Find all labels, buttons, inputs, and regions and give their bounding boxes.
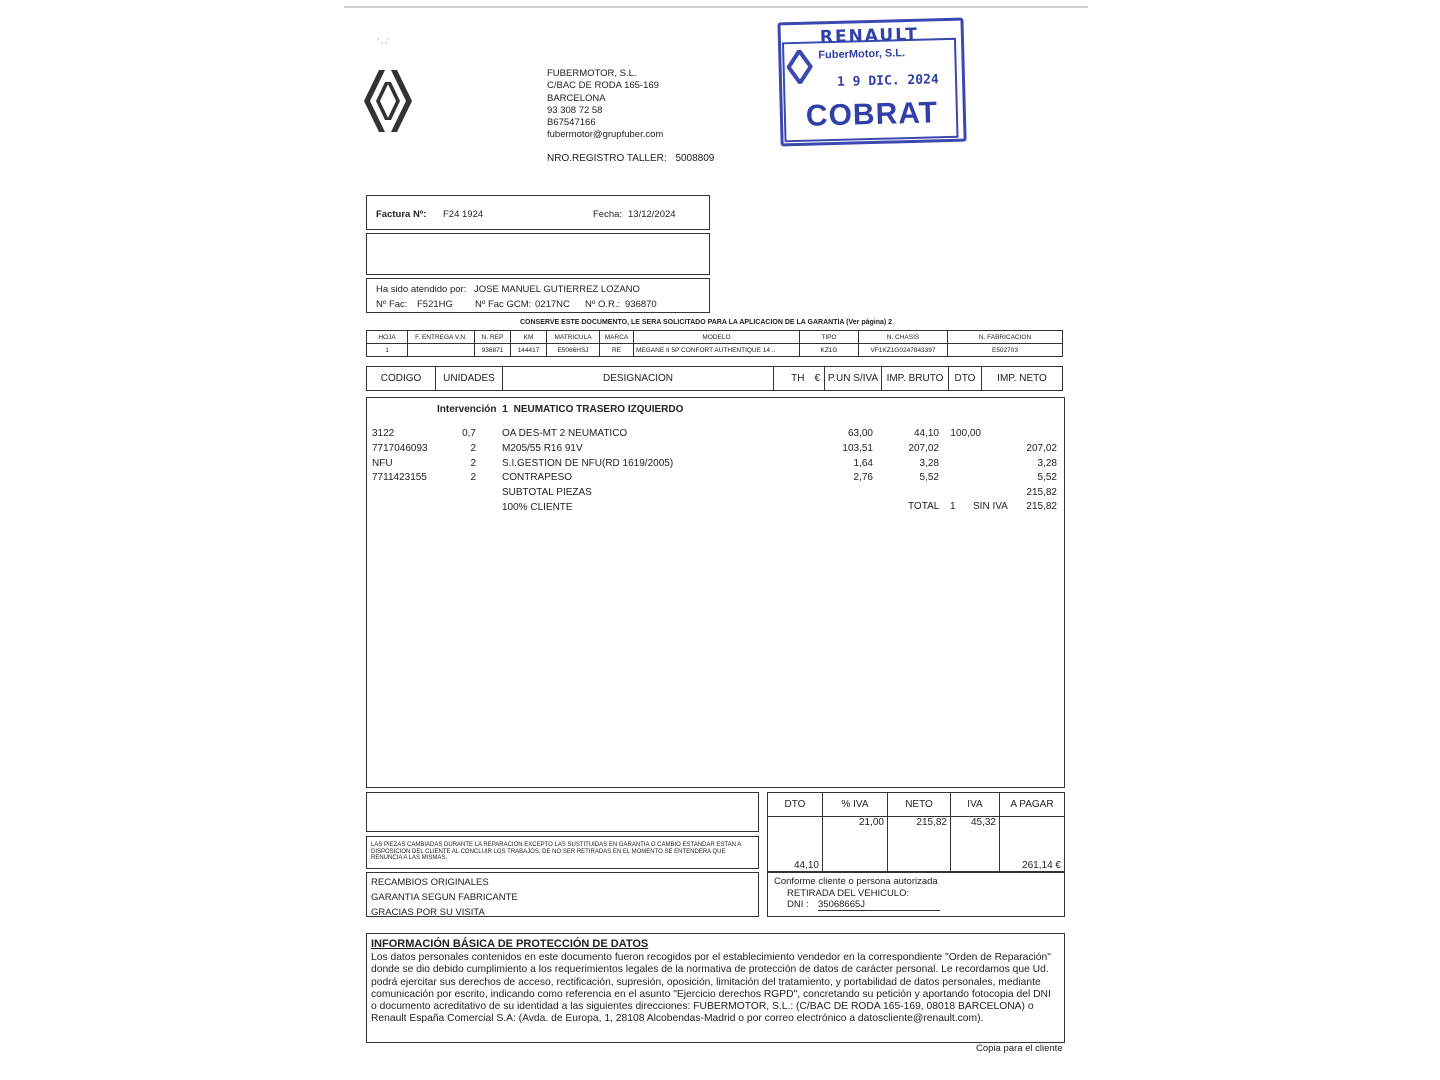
vehicle-header-cell: F. ENTREGA V.N.: [408, 331, 475, 344]
blank-footer-box: [366, 792, 759, 832]
stamp-date: 1 9 DIC. 2024: [836, 72, 939, 90]
col-eur: €: [814, 373, 820, 384]
line-item-desc: M205/55 R16 91V: [502, 443, 583, 454]
col-pun: P.UN S/IVA: [825, 367, 882, 391]
line-item-units: 2: [470, 472, 476, 483]
line-item-gross: 44,10: [913, 428, 939, 439]
stamp-dealer: FuberMotor, S.L.: [818, 47, 906, 62]
line-item-code: 3122: [372, 428, 395, 439]
renault-logo-icon: [362, 68, 414, 134]
line-item-net: 207,02: [1026, 443, 1057, 454]
company-address: C/BAC DE RODA 165-169: [547, 80, 659, 92]
invoice-date: 13/12/2024: [628, 209, 676, 220]
line-item-units: 2: [470, 443, 476, 454]
vehicle-header-cell: HOJA: [367, 331, 408, 344]
col-designacion: DESIGNACION: [503, 367, 774, 391]
customer-box: [366, 233, 710, 275]
stamp-status: COBRAT: [805, 96, 939, 133]
pickup-line2: RETIRADA DEL VEHICULO:: [787, 888, 910, 899]
totals-table: [767, 792, 1065, 872]
dni-value: 35068665J: [818, 899, 940, 911]
invoice-number-label: Factura Nº:: [376, 209, 427, 220]
intervention-number: 1: [502, 404, 508, 415]
line-item-net: 5,52: [1037, 472, 1057, 483]
totals-header-pay: A PAGAR: [1000, 793, 1065, 817]
vehicle-value-cell: 144417: [511, 344, 547, 357]
page-marks: ' , ,': [378, 38, 389, 45]
line-item-code: 7717046093: [372, 443, 428, 454]
vehicle-value-cell: [408, 344, 475, 357]
copy-note: Copia para el cliente: [976, 1043, 1063, 1054]
nfac-label: Nº Fac:: [376, 299, 408, 310]
vehicle-value-cell: E5066HSJ: [547, 344, 600, 357]
vehicle-header-cell: MODELO: [634, 331, 800, 344]
client-total-value: 215,82: [1026, 501, 1057, 512]
attended-label: Ha sido atendido por:: [376, 284, 467, 295]
totals-pay: 261,14 €: [1000, 817, 1065, 872]
intervention-heading: [437, 404, 683, 415]
line-item-code: 7711423155: [372, 472, 427, 483]
line-item-gross: 207,02: [908, 443, 939, 454]
vehicle-value-cell: E502703: [948, 344, 1063, 357]
line-item-desc: OA DES-MT 2 NEUMATICO: [502, 428, 628, 439]
stamp-brand: RENAULT: [819, 24, 920, 48]
vehicle-value-cell: RE: [600, 344, 634, 357]
intervention-title: NEUMATICO TRASERO IZQUIERDO: [513, 404, 684, 415]
gcm-value: 0217NC: [535, 299, 570, 310]
vehicle-value-cell: 1: [367, 344, 408, 357]
col-codigo: CODIGO: [367, 367, 436, 391]
nfac-value: F521HG: [417, 299, 453, 310]
gcm-label: Nº Fac GCM:: [475, 299, 532, 310]
vehicle-header-cell: TIPO: [800, 331, 859, 344]
note-warranty: GARANTIA SEGUN FABRICANTE: [371, 892, 518, 903]
col-unidades: UNIDADES: [436, 367, 503, 391]
vehicle-value-cell: VF1KZ1G0247843397: [859, 344, 948, 357]
subtotal-value: 215,82: [1026, 487, 1057, 498]
iva-label: SIN IVA: [973, 501, 1008, 512]
vehicle-header-row: [367, 331, 1063, 344]
line-item-units: 0,7: [462, 428, 476, 439]
dni-label: DNI :: [787, 899, 809, 910]
attended-name: JOSE MANUEL GUTIERREZ LOZANO: [474, 284, 640, 295]
parts-note: LAS PIEZAS CAMBIADAS DURANTE LA REPARACION EXCEPTO LAS SUSTITUIDAS EN GARANTIA O CAMBIO ESTANDAR ESTAN A DISPOSICION DEL CLIENTE AL CONCLUIR LOS TRABAJOS. DE NO SER RETIRADAS EN EL MOMENTO SE ENTENDERA QUE RENUNCIA A LAS MISMAS.: [371, 842, 741, 861]
totals-dto: 44,10: [768, 817, 823, 872]
intervention-label: Intervención: [437, 404, 497, 415]
privacy-box: [366, 933, 1065, 1043]
vehicle-header-cell: N. CHASIS: [859, 331, 948, 344]
line-item-units: 2: [470, 458, 476, 469]
client-share-label: 100% CLIENTE: [502, 502, 573, 513]
subtotal-label: SUBTOTAL PIEZAS: [502, 487, 592, 498]
company-info: [547, 68, 663, 142]
invoice-box: [366, 195, 710, 230]
col-th: TH: [791, 373, 805, 384]
line-item-dto: 100,00: [950, 428, 981, 439]
paid-stamp: [777, 18, 966, 143]
pickup-box: [767, 872, 1065, 917]
total-number: 1: [950, 501, 956, 512]
or-label: Nº O.R.:: [585, 299, 621, 310]
pickup-line1: Conforme cliente o persona autorizada: [774, 876, 938, 887]
totals-header-iva: IVA: [951, 793, 1000, 817]
total-label: TOTAL: [908, 501, 940, 512]
totals-value-row: [768, 817, 1065, 872]
line-item-unit-price: 63,00: [847, 428, 873, 439]
renault-stamp-logo-icon: [786, 50, 813, 85]
vehicle-header-cell: MARCA: [600, 331, 634, 344]
company-name: FUBERMOTOR, S.L.: [547, 68, 637, 79]
vehicle-value-cell: KZ1G: [800, 344, 859, 357]
line-item-net: 3,28: [1037, 458, 1057, 469]
company-phone: 93 308 72 58: [547, 104, 603, 116]
company-tax-id: B67547166: [547, 117, 596, 129]
col-th-eur: [774, 367, 825, 391]
invoice-date-label: Fecha:: [593, 209, 623, 220]
line-item-desc: CONTRAPESO: [502, 472, 573, 483]
lines-header: [366, 366, 1063, 391]
totals-neto: 215,82: [888, 817, 951, 872]
warranty-note: CONSERVE ESTE DOCUMENTO, LE SERA SOLICITADO PARA LA APLICACION DE LA GARANTIA (Ver página) 2: [520, 319, 893, 326]
totals-iva-pct: 21,00: [823, 817, 888, 872]
totals-header-neto: NETO: [888, 793, 951, 817]
totals-iva: 45,32: [951, 817, 1000, 872]
line-item-unit-price: 1,64: [853, 458, 873, 469]
col-neto: IMP. NETO: [982, 367, 1063, 391]
privacy-text: Los datos personales contenidos en este documento fueron recogidos por el establecimiento vendedor en la correspondiente "Orden de Reparación" donde se dio debido cumplimiento a los requerimientos legales de la normativa de protección de datos de carácter personal. Le recordamos que Ud. podrá ejercitar sus derechos de acceso, rectificación, supresión, oposición, limitación del tratamiento, y portabilidad de datos personales, mediante comunicación por escrito, indicando como referencia en el asunto "Ejercicio derechos RGPD", concretando su petición y aportando fotocopia del DNI o documento acreditativo de su identidad a las siguientes direcciones: FUBERMOTOR, S.L.: (C/BAC DE RODA 165-169, 08018 BARCELONA) o Renault España Comercial S.A: (Avda. de Europa, 1, 28108 Alcobendas-Madrid o por correo electrónico a datoscliente@renault.com).: [371, 952, 1051, 1025]
vehicle-value-cell: 936871: [475, 344, 511, 357]
col-bruto: IMP. BRUTO: [882, 367, 949, 391]
lines-body: [366, 397, 1065, 788]
line-item-unit-price: 103,51: [842, 443, 873, 454]
line-item-desc: S.I.GESTION DE NFU(RD 1619/2005): [502, 458, 674, 469]
company-email: fubermotor@grupfuber.com: [547, 129, 664, 141]
notes-box: [366, 872, 759, 917]
note-original-parts: RECAMBIOS ORIGINALES: [371, 877, 489, 888]
company-city: BARCELONA: [547, 92, 606, 104]
vehicle-header-cell: N. FABRICACION: [948, 331, 1063, 344]
vehicle-table: [366, 330, 1063, 357]
attended-box: [366, 278, 710, 313]
vehicle-header-cell: KM: [511, 331, 547, 344]
registry-line: [547, 153, 714, 164]
note-thanks: GRACIAS POR SU VISITA: [371, 907, 485, 918]
vehicle-value-cell: MEGANE II 5P CONFORT AUTHENTIQUE 14 ..: [634, 344, 800, 357]
privacy-title: INFORMACIÓN BÁSICA DE PROTECCIÓN DE DATOS: [371, 938, 649, 950]
invoice-number: F24 1924: [443, 209, 484, 220]
totals-header-dto: DTO: [768, 793, 823, 817]
vehicle-header-cell: N. REP: [475, 331, 511, 344]
parts-note-box: [366, 836, 759, 869]
scan-top-edge: [344, 6, 1088, 8]
or-value: 936870: [625, 299, 657, 310]
vehicle-value-row: [367, 344, 1063, 357]
line-item-code: NFU: [372, 458, 393, 469]
totals-header-iva-pct: % IVA: [823, 793, 888, 817]
registry-value: 5008809: [675, 153, 715, 164]
registry-label: NRO.REGISTRO TALLER:: [547, 153, 667, 164]
line-item-unit-price: 2,76: [853, 472, 873, 483]
line-item-gross: 5,52: [919, 472, 939, 483]
line-item-gross: 3,28: [919, 458, 939, 469]
vehicle-header-cell: MATRICULA: [547, 331, 600, 344]
col-dto: DTO: [949, 367, 982, 391]
totals-header-row: [768, 793, 1065, 817]
